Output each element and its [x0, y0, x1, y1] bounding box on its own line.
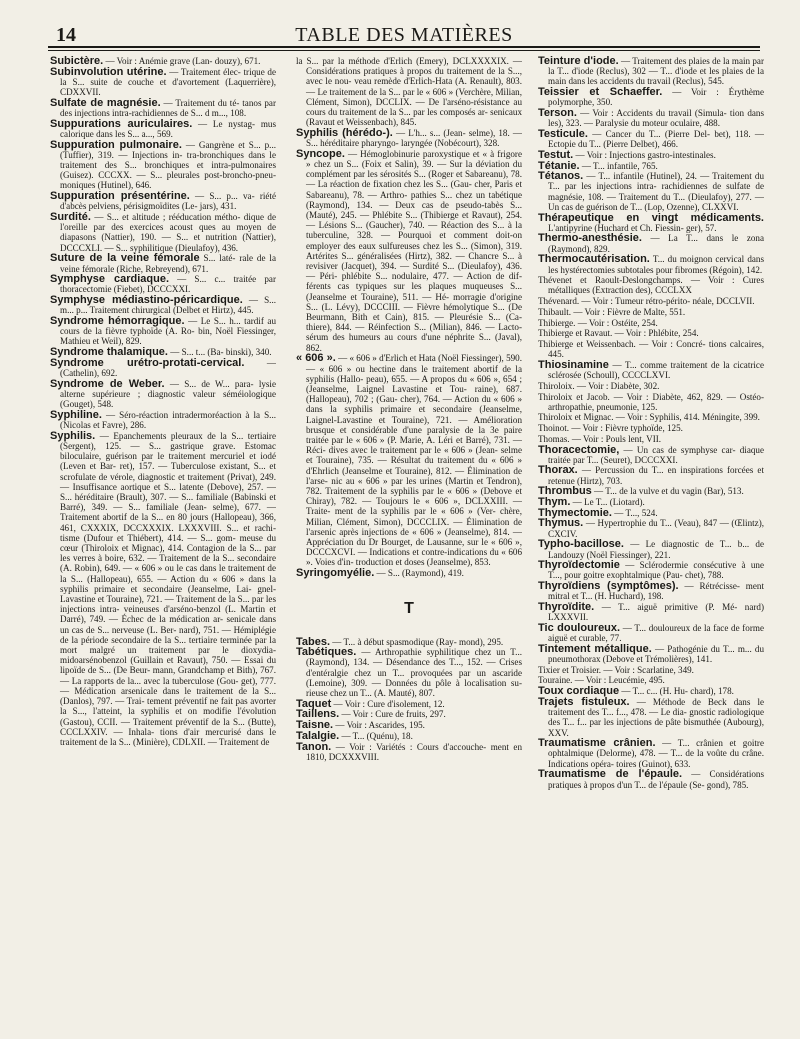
index-term: Subinvolution utérine. [50, 65, 167, 78]
index-entry [538, 665, 764, 675]
index-term: Teissier et Schaeffer. [538, 86, 663, 99]
index-description: — Voir : Accidents du travail (Simula- tion dans les), 323. — Paralysie du moteur oculaire, 488. [548, 108, 764, 129]
index-description: — Voir : Érythème polymorphe, 350. [548, 87, 764, 108]
index-description: — T... de la vulve et du vagin (Bar), 513. [591, 486, 744, 497]
index-entry [538, 644, 764, 664]
index-description: Thévenet et Raoult-Deslongchamps. — Voir : Cures métalliques (Extraction des), CCCLXX [538, 275, 764, 296]
index-entry [50, 431, 276, 747]
index-term: Syphilis (hérédo-). [296, 126, 393, 139]
index-entry [538, 412, 764, 422]
index-term: Tic douloureux. [538, 621, 621, 634]
index-description: — Sclérodermie consécutive à une T..., pour goitre exophtalmique (Pau- chet), 788. [548, 560, 764, 581]
index-description: — Considérations pratiques à propos d'un T... de l'épaule (Se- gond), 785. [548, 769, 764, 790]
index-column-1 [50, 56, 276, 1034]
index-term: Toux cordiaque [538, 685, 620, 698]
index-description: — S... et altitude ; rééducation métho- dique de l'oreille par des exercices acoust ques au moyen de diapasons (Nattier), 190. — S... et nutrition (Nattier), DCCCXLI. — S... syphilitique (Dieulafoy), 436. [60, 212, 276, 253]
index-description: — Le S... h... tardif au cours de la fièvre typhoïde (A. Ro- bin, Noël Fiessinger, Mathieu et Weil), 829. [60, 316, 276, 347]
index-entry [50, 358, 276, 378]
index-description: — Traitement des plaies de la main par la T... d'iode (Reclus), 302 — T... d'iode et les plaies de la main dans les accidents du travail (Reclus), 545. [548, 56, 764, 87]
index-term: Syndrome thalamique. [50, 346, 168, 359]
index-entry [538, 171, 764, 212]
index-description: — Le nystag- mus calorique dans les S... a..., 569. [60, 118, 276, 139]
index-description: L'antipyrine (Huchard et Ch. Fiessin- ger), 57. [548, 222, 717, 233]
header-rule-thin [48, 50, 760, 51]
index-description: — Méthode de Beck dans le traitement des T... f..., 478. — Le dia- gnostic radiologique des T... f... par les injections de pâte bismuthée (Aubourg), XXV. [548, 696, 764, 738]
index-description: — S... de W... para- lysie alterne supérieure ; diagnostic valeur séméiologique (Gouget), 548. [60, 378, 276, 410]
index-entry [538, 738, 764, 769]
index-term: Suture de la veine fémorale [50, 252, 200, 265]
index-description: Thibault. — Voir : Fièvre de Malte, 551. [538, 306, 686, 317]
index-description: — Voir : Ascarides, 195. [333, 720, 425, 731]
index-entry [538, 161, 764, 171]
index-term: Taillens. [296, 708, 340, 721]
index-term: Typho-bacillose. [538, 538, 624, 551]
index-term: Tétanos. [538, 170, 584, 183]
index-term: Terson. [538, 107, 577, 120]
index-description: Touraine. — Voir : Leucémie, 495. [538, 675, 665, 686]
index-description: la S... par la méthode d'Erlich (Emery), DCLXXXXIX. — Considérations pratiques à propos du traitement de la S..., avec le nou- veau remède d'Erlich-Hata (A. Renault), 803. — Le traitement de la S... par le « 606 » (Verchère, Milian, Clément, Simon), DCCLIX. — De l'arséno-résistance au cours du traitement de la S... par les composés ar- senicaux (Ravaut et Weissenbach), 845. [296, 56, 522, 128]
index-entry [296, 637, 522, 647]
index-entry [296, 568, 522, 578]
index-entry [538, 56, 764, 87]
index-entry [538, 339, 764, 359]
index-term: Taquet [296, 697, 332, 710]
index-entry [50, 119, 276, 139]
index-description: Thiroloix. — Voir : Diabète, 302. [538, 380, 660, 391]
index-term: Subictère. [50, 56, 104, 67]
index-term: Surdité. [50, 211, 91, 224]
index-term: Tintement métallique. [538, 642, 652, 655]
index-term: Teinture d'iode. [538, 56, 619, 67]
index-column-3 [538, 56, 764, 1034]
index-description: — Séro-réaction intradermoréaction à la S... (Nicolas et Favre), 286. [60, 409, 276, 431]
index-description: — T... à début spasmodique (Ray- mond), 295. [330, 636, 504, 647]
index-entry [538, 539, 764, 559]
index-description: Thiroloix et Mignac. — Voir : Syphilis, 414. Méningite, 399. [538, 412, 760, 423]
index-entry [538, 697, 764, 738]
index-term: Taisne. [296, 719, 334, 732]
index-description: — S... (Raymond), 419. [374, 568, 464, 579]
index-term: Syndrome urétro-protati-cervical. [50, 356, 245, 369]
index-description: — S... m... p... Traitement chirurgical (Delbet et Hirtz), 445. [60, 295, 276, 316]
index-description: — (Cathelin), 692. [60, 357, 276, 379]
index-term: Thyroïdite. [538, 601, 595, 614]
index-entry [296, 742, 522, 762]
index-entry [538, 497, 764, 507]
index-description: — Hémoglobinurie paroxystique et « à frigore » chez un S... (Foix et Salin), 39. — Sur la déviation du complément par les sérosités S... (Roger et Sabareanu), 78. — La réaction de fixation chez les S... (Gau- cher, Paris et Sabareanu), 78. — Arthro- pathies S... chez un tabétique (Raymond), 134. — Deux cas de pseudo-tabès S... (Mauté), 245. — Phlébite S... (Thibierge et Ravaut), 254. — Lésions S... (Gaucher), 740. — Réaction des S... à la tuberculine, 328. — Pourquoi et comment doit-on employer des eaux sulfureuses chez les S... (Simon), 319. Artérites S... généralisées (Hirtz), 382. — Chancre S... à revisiver (Jacquet), 394. — Surdité S... (Dieulafoy), 436. — Péri- phlébite S... nodulaire, 477. — Action de dif- férents cas typiques sur les plaques muqueuses S... (Jeanselme et Touraine), 511. — Hé- morragie d'origine S... (L. Lévy), DCCCIII. — Fièvre hémolytique S... (De Beurmann, Bith et Cain), 815. — Pleurésie S... (Ca- thiere), 844. — Réinfection S... (Milian), 846. — Lacto-sérum des humeurs au cours d'une néphrite S... (Javal), 862. [306, 148, 522, 353]
index-entry [296, 128, 522, 148]
index-entry [538, 129, 764, 149]
index-description: — Traitement du té- tanos par des injections intra-rachidiennes de S... d m..., 108. [60, 97, 276, 119]
index-description: — Percussion du T... en inspirations forcées et retenue (Hirtz), 703. [548, 465, 764, 486]
index-entry [538, 392, 764, 412]
page-header [48, 18, 760, 46]
index-entry [50, 56, 276, 66]
section-letter: T [404, 600, 414, 618]
index-entry [296, 353, 522, 567]
index-entry [538, 560, 764, 580]
index-description: Thévenard. — Voir : Tumeur rétro-périto- néale, DCCLVII. [538, 296, 755, 307]
index-term: Tanon. [296, 740, 332, 753]
index-entry [538, 486, 764, 496]
index-entry [50, 191, 276, 211]
index-description: — T... comme traitement de la cicatrice sclérosée (Schoull), CCCCLXVI. [548, 359, 764, 381]
page-number: 14 [56, 24, 76, 46]
index-description: — L'h... s... (Jean- selme), 18. — S... héréditaire pharyngo- laryngée (Nobécourt), 328. [306, 127, 522, 149]
index-term: Symphyse cardiaque. [50, 273, 169, 286]
index-entry [296, 56, 522, 127]
index-description: Thomas. — Voir : Pouls lent, VII. [538, 433, 662, 444]
index-description: Thiroloix et Jacob. — Voir : Diabète, 462, 829. — Ostéo-arthropathie, pneumonie, 125. [538, 391, 764, 412]
index-entry [538, 465, 764, 485]
index-term: Thérapeutique en vingt médicaments. [538, 211, 764, 224]
index-description: — T... douloureux de la face de forme aiguë et curable, 77. [548, 622, 764, 644]
index-entry [538, 769, 764, 789]
index-term: Syringomyélie. [296, 567, 375, 580]
index-entry [538, 233, 764, 253]
index-entry [50, 316, 276, 347]
index-entry [538, 275, 764, 295]
index-description: — T... aiguë primitive (P. Mé- nard) LXXXVII. [548, 602, 764, 623]
index-entry [50, 98, 276, 118]
index-term: Suppurations auriculaires. [50, 117, 193, 130]
index-term: Thermo-anesthésie. [538, 232, 642, 245]
index-entry [50, 379, 276, 410]
index-entry [296, 720, 522, 730]
index-term: Suppuration pulmonaire. [50, 138, 182, 151]
index-description: — Voir : Cure d'isolement, 12. [331, 698, 445, 709]
index-term: Trajets fistuleux. [538, 695, 630, 708]
index-term: « 606 ». [296, 352, 336, 365]
index-entry [296, 149, 522, 353]
index-entry [538, 360, 764, 380]
index-entry [538, 423, 764, 433]
index-description: T... du moignon cervical dans les hystérectomies subtotales pour fibromes (Régoin), 142. [548, 254, 764, 275]
index-term: Sulfate de magnésie. [50, 96, 161, 109]
index-description: — Epanchements pleuraux de la S... tertiaire (Sergent), 125. — S... gastrique grave. Estomac biloculaire, guérison par le traitement mercuriel et iodé (Leven et Bar- ret), 157. — Tuberculose existant, S... et scrofulate de vérole, diagnostic et traitement (Privat), 249. — Insuffisance aortique et S... latente (Debove), 257. — S... héréditaire (Brault), 307. — S... familiale (Babinski et Barré), 349. — S... familiale (Jean- selme), 677. — Traitement abortif de la S... en 80 jours (Hallopeau), 366, 461, CXXXIX, DCCXXXIX. LXXXVIII. S... et rachi- tisme (Dufour et Thiébert), 414. — S... gom- meuse du cœur (Thiroloix et Mignac), 414. Contagion de la S... par les verres à boire, 632. — Traitement de la S... secondaire (A. Robin), 649. — « 606 » ou le cas dans le traitement de la S... (Hallopeau), 655. — Action du « 606 » dans la syphilis primaire et secondaire (Jeanselme, Lai- gnel-Lavastine et Touraine), 721. — Traitement de la S... par les injections intra- veineuses d'arséno-benzol (L. Martin et Darré), 749. — Échec de la médication ar- senicale dans un cas de S... nerveuse (L. Ber- nard), 751. — Hémiplégie de la période secondaire de la S... tertiaire terminée par la mort malgré un traitement par le dioxydia- midoarsénobenzol (Guillain et Ravaut), 750. — Essai du lipoïde de S... (De Beur- mann, Grandchamp et Bith), 767. — La rapports de la... avec la tuberculose (Gou- get), 777. — Médication arsenicale dans le traitement de la S... (Danlos), 797. — Trai- tement préventif ne fait pas avorter la S..., l'atteint, la syphilis et on modifie l'évolution (Gastou), CCII. — Traitement préventif de la S... (Butte), CCCLXXIV. — Inhala- tions d'air mercurisé dans le traitement de la S... (Minière), CDLXII. — Traitement de [60, 430, 276, 747]
index-description: — Un cas de symphyse car- diaque traitée par T... (Seuret), DCCCXXI. [548, 444, 764, 465]
index-entry [538, 434, 764, 444]
index-entry [50, 67, 276, 98]
index-description: — Voir : Injections gastro-intestinales. [573, 149, 716, 160]
index-entry [538, 445, 764, 465]
index-entry [296, 699, 522, 709]
index-entry [538, 108, 764, 128]
index-term: Tétanie. [538, 159, 580, 172]
index-description: — Le diagnostic de T... b... de Landouzy (Noël Fiessinger), 221. [548, 539, 764, 560]
index-term: Thymus. [538, 517, 584, 530]
index-description: — Arthropathie syphilitique chez un T... (Raymond), 134. — Désendance des T..., 152. — Crises d'entéralgie chez un T... provoquées par un ascaride (Lemoine), 309. — Données du pôle à localisation su- rieuse chez un T... (A. Mauté), 807. [306, 647, 522, 699]
index-entry [50, 253, 276, 273]
index-description: — Voir : Variétés : Cours d'accouche- ment en 1810, DCXXXVIII. [306, 741, 522, 762]
index-description: — T... (Quénu), 18. [339, 730, 413, 741]
index-description: — « 606 » d'Erlich et Hata (Noël Fiessinger), 590. — « 606 » ou hectine dans le traitement abortif de la syphilis (Hallo- peau), 655. — A propos du « 606 », 654 ; (Jeanselme, Laignel Lavastine et Tou- raine), 687. (Hallopeau), 702 ; (Gau- cher), 764. — Action du « 606 » dans la syphilis primaire et secondaire (Jeanselme, Laignel-Lavastine et Touraine), 721. — Amélioration brusque et considérable d'une paralysie de la 3e paire traitée par le « 606 » (P. Marie, A. Léri et Barré), 731. — Réci- dives avec le traitement par le « 606 » (Jean- selme et Touraine), 735. — Résultat du traitement du « 606 » d'Ehrlich (Jeanselme et Touraine), 812. — Élimination de l'arse- nic au « 606 » par les urines (Martin et Tendron), 782. Traitement de la syphilis par le « 606 » (Debove et Chiray), 782. — Toujours le « 606 », DCLXXIII. — Traite- ment de la syphilis par le « 606 » (Ver- chère, Milian, Clément, Simon), DCCCLIX. — Élimination de l'arsenic après injections de « 606 » (Jeanselme), 814. — Appréciation du Dr Bourget, de Lausanne, sur le « 606 », DCCCXCVI. — Indications et contre-indications du « 606 ». Voies d'in- troduction et doses (Jeanselme), 853. [306, 353, 522, 568]
index-entry [538, 307, 764, 317]
index-entry [50, 295, 276, 315]
index-description: — Rétrécisse- ment mitral et T... (H. Huchard), 198. [548, 581, 764, 602]
index-entry [50, 140, 276, 191]
index-entry [296, 647, 522, 698]
index-term: Suppuration présentérine. [50, 190, 190, 203]
index-entry [50, 274, 276, 294]
index-entry [538, 150, 764, 160]
index-description: Thoinot. — Voir : Fièvre typhoïde, 125. [538, 423, 683, 434]
index-term: Thyroïdectomie [538, 559, 620, 572]
index-entry [538, 328, 764, 338]
index-term: Thoracectomie, [538, 443, 620, 456]
index-term: Thorax. [538, 464, 578, 477]
index-entry [538, 623, 764, 643]
header-rule [48, 46, 760, 48]
index-description: — T... infantile, 765. [579, 160, 658, 171]
index-entry [538, 318, 764, 328]
index-term: Thermocautérisation. [538, 253, 650, 266]
index-term: Testut. [538, 148, 574, 161]
index-description: — Le T... (Liotard). [570, 497, 645, 508]
index-entry [296, 731, 522, 741]
index-description: Thibierge et Ravaut. — Voir : Phlébite, 254. [538, 328, 699, 339]
index-term: Thym. [538, 496, 571, 509]
index-term: Syncope. [296, 147, 345, 160]
index-entry [50, 410, 276, 430]
index-description: Thibierge. — Voir : Ostéite, 254. [538, 317, 658, 328]
index-description: Tixier et Troisier. — Voir : Scarlatine, 349. [538, 664, 694, 675]
index-entry [538, 581, 764, 601]
running-title: TABLE DES MATIÈRES [295, 24, 513, 46]
index-term: Traumatisme de l'épaule. [538, 768, 683, 781]
index-term: Syphiline. [50, 408, 102, 421]
index-term: Thrombus [538, 485, 592, 498]
index-term: Tabes. [296, 635, 331, 648]
index-description: — S... p... va- riété d'abcès pelviens, périsigmoïdites (Le- jars), 431. [60, 191, 276, 212]
index-entry [538, 518, 764, 538]
index-description: — La T... dans le zona (Raymond), 829. [548, 233, 764, 254]
index-description: — Hypertrophie du T... (Veau), 847 — (Œlintz), CXCIV. [548, 518, 764, 539]
index-entry [538, 213, 764, 233]
index-description: — Voir : Anémie grave (Lan- douzy), 671. [103, 56, 261, 66]
index-description: — Voir : Cure de fruits, 297. [339, 709, 446, 720]
index-entry [538, 381, 764, 391]
index-term: Thiosinamine [538, 358, 609, 371]
index-description: — Pathogénie du T... m... du pneumothorax (Debove et Trémolières), 141. [548, 643, 764, 665]
index-description: — T... c... (H. Hu- chard), 178. [619, 686, 734, 697]
index-description: — S... t... (Ba- binski), 340. [167, 347, 272, 358]
index-entry [50, 347, 276, 357]
index-description: S... laté- rale de la veine fémorale (Riche, Rebreyend), 671. [60, 253, 276, 274]
index-description: — T..., 524. [611, 507, 658, 518]
index-entry [538, 602, 764, 622]
index-term: Talalgie. [296, 729, 340, 742]
index-entry [538, 254, 764, 274]
index-entry [538, 686, 764, 696]
index-term: Traumatisme crânien. [538, 737, 656, 750]
index-description: — Traitement élec- trique de la S... suite de couche et d'avortement (Laquerrière), CDXXVII. [60, 66, 276, 98]
index-term: Thyroïdiens (symptômes). [538, 580, 679, 593]
index-entry [296, 709, 522, 719]
index-description: — Cancer du T... (Pierre Del- bet), 118. — Ectopie du T... (Pierre Delbet), 466. [548, 128, 764, 150]
index-entry [538, 675, 764, 685]
index-term: Syphilis. [50, 429, 96, 442]
index-entry [538, 508, 764, 518]
index-entry [50, 212, 276, 253]
index-description: Thibierge et Weissenbach. — Voir : Concré- tions calcaires, 445. [538, 338, 764, 360]
index-term: Tabétiques. [296, 646, 357, 659]
index-columns [50, 56, 766, 1034]
index-term: Symphyse médiastino-péricardique. [50, 294, 243, 307]
index-description: — S... c... traitée par thoracectomie (Fiebet), DCCCXXI. [60, 274, 276, 295]
index-entry [538, 87, 764, 107]
index-term: Thymectomie. [538, 506, 612, 519]
index-description: — T... infantile (Hutinel), 24. — Traitement du T... par les injections intra- rachidiennes de sulfate de magnésie, 108. — Traitement du T... (Dieulafoy), 277. — Un cas de guérison de T... (Lop, Ozenne), CLXXVI. [548, 171, 764, 212]
index-term: Syndrome hémorragique. [50, 315, 185, 328]
index-term: Testicule. [538, 127, 588, 140]
index-description: — Gangrène et S... p... (Tuffier), 319. — Injections in- tra-bronchiques dans le traitement des S... bronchiques et intra-pulmonaires (Guisez). CCCXX. — S... pleurales post-broncho-pneu- moniques (Hutinel), 646. [60, 139, 276, 191]
index-entry [538, 296, 764, 306]
index-description: — T... crânien et goitre ophtalmique (Delorme), 478. — T... de la voûte du crâne. Indications opéra- toires (Guinot), 633. [548, 738, 764, 769]
index-term: Syndrome de Weber. [50, 377, 165, 390]
index-column-2 [296, 56, 522, 1034]
